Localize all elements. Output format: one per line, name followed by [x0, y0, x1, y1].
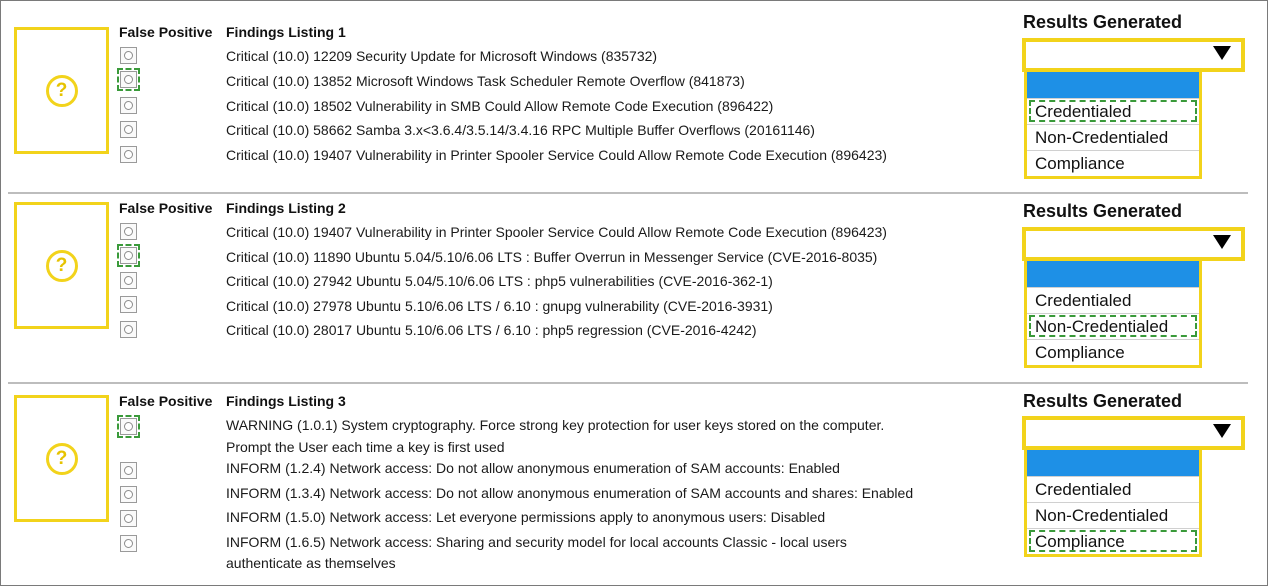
finding-row: Critical (10.0) 58662 Samba 3.x<3.6.4/3.5.14/3.4.16 RPC Multiple Buffer Overflows (20161146) [226, 122, 815, 138]
results-dropdown-list [1024, 72, 1202, 179]
section-divider [8, 192, 1248, 194]
false-positive-radio-selected[interactable] [120, 71, 137, 88]
answer-drop-target-3[interactable] [14, 395, 109, 522]
results-generated-select[interactable] [1022, 416, 1245, 450]
finding-row: Critical (10.0) 19407 Vulnerability in Printer Spooler Service Could Allow Remote Code Execution (896423) [226, 224, 887, 240]
dropdown-option-non-credentialed[interactable]: Non-Credentialed [1027, 124, 1199, 150]
finding-row: WARNING (1.0.1) System cryptography. Force strong key protection for user keys stored on the computer. [226, 417, 885, 433]
finding-row: Critical (10.0) 12209 Security Update for Microsoft Windows (835732) [226, 48, 658, 64]
finding-row: INFORM (1.2.4) Network access: Do not allow anonymous enumeration of SAM accounts: Enabled [226, 460, 840, 476]
finding-row: Critical (10.0) 18502 Vulnerability in SMB Could Allow Remote Code Execution (896422) [226, 98, 774, 114]
results-dropdown-list [1024, 450, 1202, 557]
dropdown-option-non-credentialed[interactable]: Non-Credentialed [1027, 502, 1199, 528]
dropdown-option-non-credentialed[interactable]: Non-Credentialed [1027, 313, 1199, 339]
answer-drop-target-1[interactable] [14, 27, 109, 154]
dropdown-option-compliance[interactable]: Compliance [1027, 339, 1199, 365]
results-generated-select[interactable] [1022, 38, 1245, 72]
dropdown-option-credentialed[interactable]: Credentialed [1027, 476, 1199, 502]
results-generated-label: Results Generated [1023, 12, 1183, 32]
finding-row: INFORM (1.6.5) Network access: Sharing and security model for local accounts Classic - local users [226, 534, 847, 550]
false-positive-radio[interactable] [120, 223, 137, 240]
question-icon: ? [46, 443, 78, 475]
dropdown-option-compliance[interactable]: Compliance [1027, 150, 1199, 176]
finding-row: Critical (10.0) 19407 Vulnerability in Printer Spooler Service Could Allow Remote Code Execution (896423) [226, 147, 887, 163]
finding-row-continued: authenticate as themselves [226, 555, 396, 571]
false-positive-radio[interactable] [120, 321, 137, 338]
finding-row: Critical (10.0) 13852 Microsoft Windows Task Scheduler Remote Overflow (841873) [226, 73, 745, 89]
findings-listing-title: Findings Listing 2 [226, 200, 346, 216]
false-positive-radio[interactable] [120, 296, 137, 313]
finding-row: Critical (10.0) 28017 Ubuntu 5.10/6.06 LTS / 6.10 : php5 regression (CVE-2016-4242) [226, 322, 757, 338]
answer-drop-target-2[interactable] [14, 202, 109, 329]
dropdown-option-compliance[interactable]: Compliance [1027, 528, 1199, 554]
dropdown-arrow-icon[interactable] [1213, 424, 1231, 438]
dropdown-highlight[interactable] [1027, 450, 1199, 476]
question-icon: ? [46, 75, 78, 107]
dropdown-highlight[interactable] [1027, 261, 1199, 287]
findings-listing-title: Findings Listing 3 [226, 393, 346, 409]
false-positive-radio-selected[interactable] [120, 247, 137, 264]
false-positive-header: False Positive [119, 200, 213, 216]
finding-row: INFORM (1.5.0) Network access: Let everyone permissions apply to anonymous users: Disabled [226, 509, 826, 525]
false-positive-radio[interactable] [120, 121, 137, 138]
dropdown-arrow-icon[interactable] [1213, 46, 1231, 60]
false-positive-radio-selected[interactable] [120, 418, 137, 435]
false-positive-radio[interactable] [120, 510, 137, 527]
findings-listing-title: Findings Listing 1 [226, 24, 346, 40]
false-positive-radio[interactable] [120, 462, 137, 479]
finding-row: Critical (10.0) 27978 Ubuntu 5.10/6.06 LTS / 6.10 : gnupg vulnerability (CVE-2016-3931) [226, 298, 773, 314]
question-icon: ? [46, 250, 78, 282]
finding-row: INFORM (1.3.4) Network access: Do not allow anonymous enumeration of SAM accounts and shares: Enabled [226, 485, 914, 501]
false-positive-radio[interactable] [120, 272, 137, 289]
dropdown-option-credentialed[interactable]: Credentialed [1027, 287, 1199, 313]
finding-row: Critical (10.0) 27942 Ubuntu 5.04/5.10/6.06 LTS : php5 vulnerabilities (CVE-2016-362-1) [226, 273, 773, 289]
section-divider [8, 382, 1248, 384]
dropdown-highlight[interactable] [1027, 72, 1199, 98]
finding-row: Critical (10.0) 11890 Ubuntu 5.04/5.10/6.06 LTS : Buffer Overrun in Messenger Service (CVE-2016-8035) [226, 249, 878, 265]
false-positive-radio[interactable] [120, 146, 137, 163]
false-positive-header: False Positive [119, 393, 213, 409]
finding-row-continued: Prompt the User each time a key is first used [226, 439, 505, 455]
false-positive-radio[interactable] [120, 47, 137, 64]
results-generated-select[interactable] [1022, 227, 1245, 261]
false-positive-radio[interactable] [120, 535, 137, 552]
false-positive-radio[interactable] [120, 97, 137, 114]
false-positive-header: False Positive [119, 24, 213, 40]
results-generated-label: Results Generated [1023, 201, 1183, 221]
results-generated-label: Results Generated [1023, 391, 1183, 411]
results-dropdown-list [1024, 261, 1202, 368]
dropdown-option-credentialed[interactable]: Credentialed [1027, 98, 1199, 124]
false-positive-radio[interactable] [120, 486, 137, 503]
dropdown-arrow-icon[interactable] [1213, 235, 1231, 249]
